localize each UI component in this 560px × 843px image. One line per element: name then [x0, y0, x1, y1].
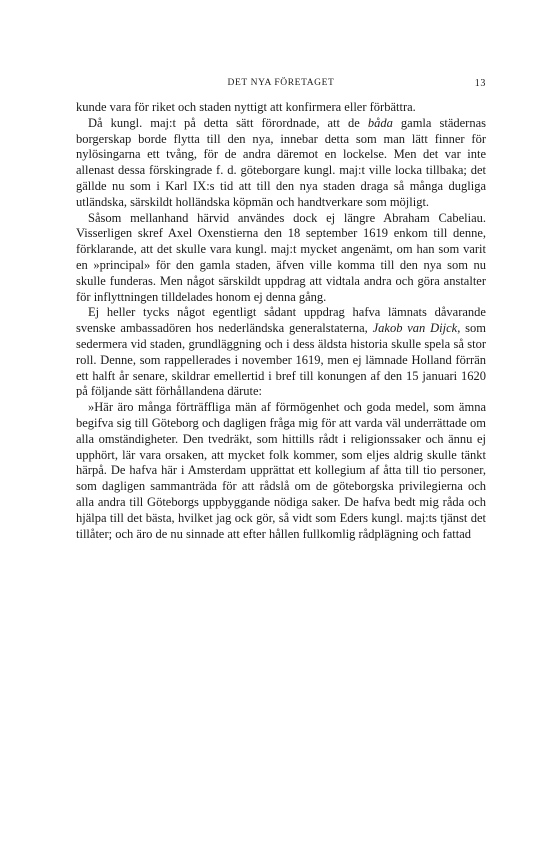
text-segment: , som sedermera vid staden, grundläggning och i dess äldsta historia skulle spela så stor roll. Denne, som rappellerades i november 1619, men ej lämnade Holland förrän ett halft år senare, skildrar emellertid i bref till konungen af den 15 januari 1620 på följande sätt förhållandena därute:: [76, 321, 487, 399]
text-segment: Då kungl. maj:t på detta sätt förordnade, att de: [88, 115, 368, 130]
running-header: [76, 74, 486, 94]
body-text: [76, 100, 486, 542]
italic-text: båda: [367, 115, 393, 130]
paragraph: [76, 400, 486, 542]
book-page: [76, 74, 486, 542]
page-number: 13: [474, 78, 486, 89]
paragraph: [76, 100, 486, 116]
paragraph: [76, 116, 486, 211]
paragraph: [76, 211, 486, 306]
text-segment: gamla städernas borgerskap borde flytta till den nya, innebar detta som man lätt finner för nylösingarna ett tvång, för de andra däremot en lockelse. Men det var inte allenast dessa förskingrade f. d. göteborgare kungl. maj:t ville locka tillbaka; det gällde nu som i Karl IX:s tid att till den nya staden draga så många dugliga utländska, särskildt holländska köpmän och handtverkare som möjligt.: [76, 115, 486, 209]
text-segment: »Här äro många förträffliga män af förmögenhet och goda medel, som ämna begifva sig till Göteborg och dagligen fråga mig för att varda väl underrättade om alla omständigheter. Den tvedräkt, som hittills rådt i religionssaker och ännu ej upphört, lär vara orsaken, att mycket folk kommer, som eljes aldrig skulle tänkt härpå. De hafva här i Amsterdam upprättat ett kollegium af åtta till tio personer, som dagligen sammanträda för att rådslå om de göteborgska privilegierna och alla andra till Göteborgs uppbyggande nödiga saker. De hafva bedt mig råda och hjälpa till det bästa, hvilket jag ock gör, så vidt som Eders kungl. maj:ts tjänst det tillåter; och äro de nu sinnade att efter hållen fullkomlig rådplägning och fattad: [76, 400, 486, 541]
running-title: DET NYA FÖRETAGET: [227, 78, 335, 88]
text-segment: kunde vara för riket och staden nyttigt att konfirmera eller förbättra.: [76, 100, 416, 114]
text-segment: Såsom mellanhand härvid användes dock ej längre Abraham Cabeliau. Visserligen skref Axel Oxenstierna den 18 september 1619 enkom till denne, förklarande, att det skulle vara kungl. maj:t mycket angenämt, om han som varit en »principal» för den gamla staden, äfven ville komma till den nya som nu skulle funderas. Men något särskildt uppdrag att vidtala andra och göra anstalter för inflyttningen tilldelades honom ej denna gång.: [76, 210, 486, 304]
text-segment: Ej heller tycks något egentligt sådant uppdrag hafva lämnats dåvarande svenske ambassadören hos nederländska generalstaterna,: [76, 305, 486, 336]
paragraph: [76, 305, 486, 400]
italic-text: Jakob van Dijck: [372, 321, 458, 336]
